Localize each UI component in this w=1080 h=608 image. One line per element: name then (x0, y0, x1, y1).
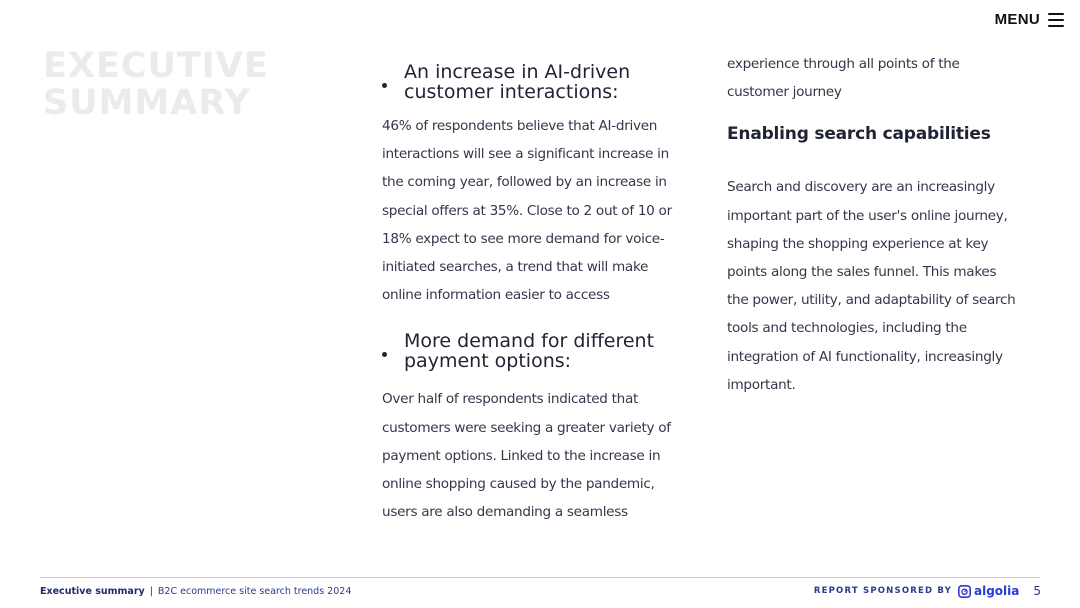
continuation-paragraph: experience through all points of the customer journey (727, 56, 960, 101)
footer-report-title: B2C ecommerce site search trends 2024 (157, 586, 352, 597)
algolia-logo-icon (958, 585, 971, 598)
payment-options-heading: More demand for different payment options: (382, 331, 674, 371)
page-title-line-1: EXECUTIVE (43, 46, 269, 86)
search-capabilities-heading: Enabling search capabilities (727, 124, 991, 145)
ai-interactions-heading: An increase in AI-driven customer interactions: (382, 62, 674, 102)
page-number: 5 (1033, 584, 1041, 598)
content-column-2 (382, 58, 674, 526)
footer-divider (40, 577, 1040, 578)
footer-section-link[interactable]: Executive summary (40, 586, 145, 597)
menu-label: MENU (994, 11, 1040, 28)
sponsor-label: REPORT SPONSORED BY (813, 586, 952, 596)
footer-breadcrumb (40, 586, 351, 597)
ai-interactions-paragraph: 46% of respondents believe that AI-driven interactions will see a significant increase in the coming year, followed by an increase in special offers at 35%. Close to 2 out of 10 or 18% expect to see more demand for voice-initiated searches, a trend that will make online information easier to access (382, 118, 672, 304)
content-column-3 (727, 50, 1019, 399)
footer-separator: | (149, 586, 153, 597)
search-capabilities-paragraph: Search and discovery are an increasingly important part of the user's online journey, shaping the shopping experience at key points along the sales funnel. This makes the power, utility, and adaptability of search tools and technologies, including the integration of AI functionality, increasingly important. (727, 179, 1016, 393)
sponsor-name: algolia (973, 584, 1020, 598)
menu-button[interactable] (995, 11, 1064, 28)
sponsor-logo[interactable] (958, 584, 1019, 598)
footer-sponsor (814, 584, 1041, 598)
hamburger-icon (1048, 13, 1064, 27)
page-title (43, 48, 269, 122)
payment-options-paragraph: Over half of respondents indicated that customers were seeking a greater variety of payment options. Linked to the increase in online shopping caused by the pandemic, users are also demanding a seamless (382, 391, 671, 521)
page-title-line-2: SUMMARY (43, 83, 251, 123)
